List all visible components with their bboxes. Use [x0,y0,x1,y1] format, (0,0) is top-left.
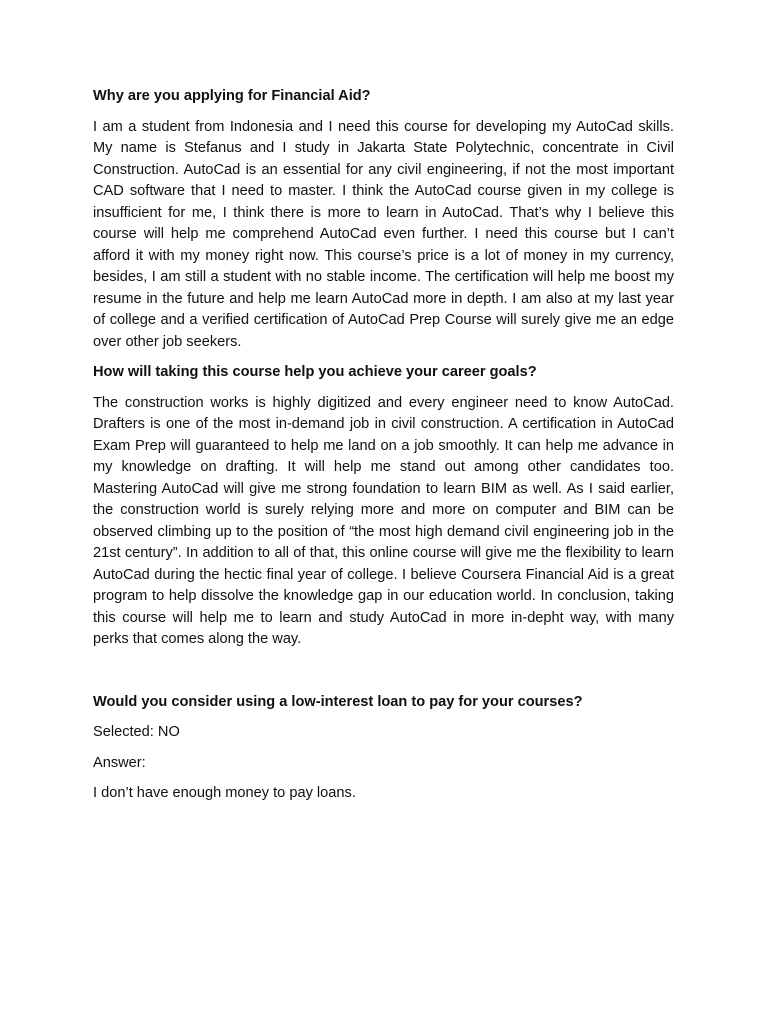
answer-financial-aid: I am a student from Indonesia and I need this course for developing my AutoCad skills. My name is Stefanus and I study in Jakarta State Polytechnic, concentrate in Civil Construction. AutoCad is an essential for any civil engineering, if not the most important CAD software that I need to master. I think the AutoCad course given in my college is insufficient for me, I think there is more to learn in AutoCad. That’s why I believe this course will help me comprehend AutoCad even further. I need this course but I can’t afford it with my money right now. This course’s price is a lot of money in my currency, besides, I am still a student with no stable income. The certification will help me boost my resume in the future and help me learn AutoCad more in depth. I am also at my last year of college and a verified certification of AutoCad Prep Course will surely give me an edge over other job seekers. [93,118,674,350]
question-career-goals: How will taking this course help you achieve your career goals? [93,364,537,380]
loan-selected: Selected: NO [93,724,180,740]
loan-answer: I don’t have enough money to pay loans. [93,785,356,801]
loan-answer-label: Answer: [93,754,146,771]
question-loan: Would you consider using a low-interest loan to pay for your courses? [93,693,583,710]
answer-career-goals: The construction works is highly digitized and every engineer need to know AutoCad. Drafters is one of the most in-demand job in civil construction. A certification in AutoCad Exam Prep will guaranteed to help me land on a job smoothly. It can help me advance in my knowledge on drafting. It will help me stand out among other candidates too. Mastering AutoCad will give me strong foundation to learn BIM as well. As I said earlier, the construction world is surely relying more and more on computer and BIM can be observed climbing up to the position of “the most high demand civil engineering job in the 21st century”. In addition to all of that, this online course will give me the flexibility to learn AutoCad during the hectic final year of college. I believe Coursera Financial Aid is a great program to help dissolve the knowledge gap in our education world. In conclusion, taking this course will help me to learn and study AutoCad in more in-depht way, with many perks that comes along the way. [93,394,674,647]
question-financial-aid: Why are you applying for Financial Aid? [93,88,371,104]
section-spacer [93,660,674,692]
document-page [93,86,674,814]
